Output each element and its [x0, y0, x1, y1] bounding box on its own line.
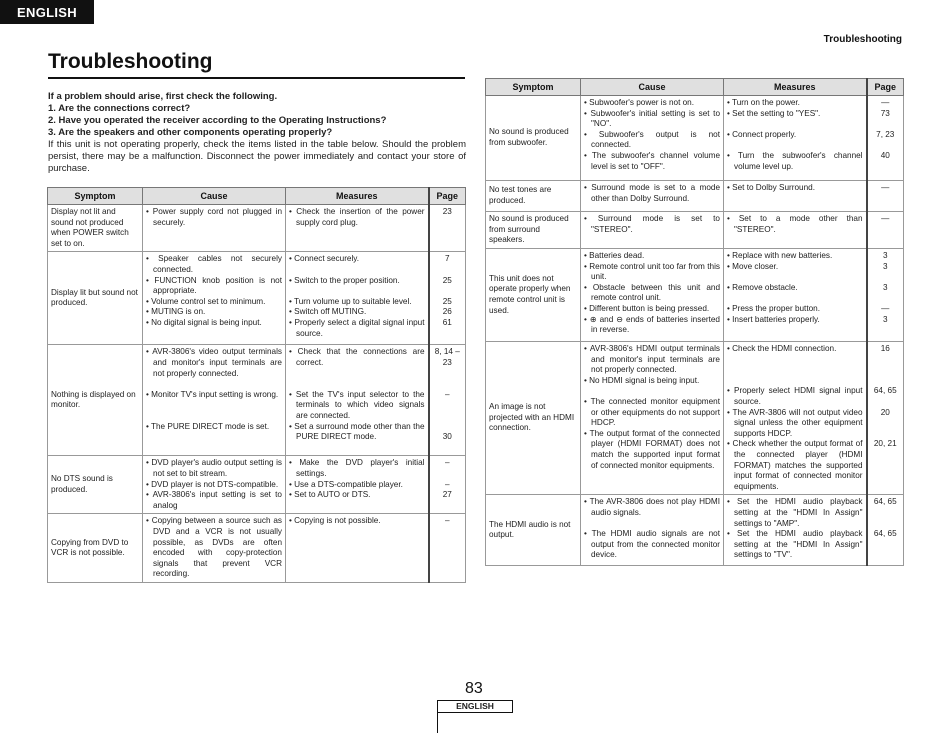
table-row [48, 345, 466, 456]
measure-item: • Connect securely. [289, 254, 360, 264]
cause-item: • Batteries dead. [584, 251, 645, 260]
symptom-cell: Copying from DVD to VCR is not possible. [48, 514, 143, 583]
page-ref: 23 [442, 207, 452, 216]
measure-item: • Turn the subwoofer's channel volume level up. [727, 150, 863, 171]
spacer [433, 368, 463, 379]
spacer [871, 272, 901, 283]
spacer [871, 355, 901, 366]
cause-item: • AVR-3806's HDMI output terminals and monitor's input terminals are not properly connected. [584, 344, 720, 375]
measure-item: • Set the setting to "YES". [727, 108, 821, 118]
page-cell [429, 456, 466, 514]
cause-item: • MUTING is on. [146, 307, 206, 317]
cause-header: Cause [143, 188, 286, 205]
page-ref: 3 [882, 314, 888, 324]
measure-item: • Properly select a digital signal input source. [289, 317, 425, 338]
page-cell [867, 495, 904, 566]
cause-item: • The AVR-3806 does not play HDMI audio signals. [584, 497, 720, 517]
page-ref: 25 [442, 275, 452, 285]
table-row [48, 252, 466, 345]
measure-item: • Copying is not possible. [289, 516, 381, 526]
spacer [871, 397, 901, 408]
page-ref: 64, 65 [873, 529, 897, 539]
measure-item: • The AVR-3806 will not output video signal unless the other equipment supports HDCP. [727, 407, 863, 438]
intro-paragraph: If this unit is not operating properly, check the items listed in the table below. Should the problem persist, there may be a malfunction. Disconnect the power immediately and contact your store of purchase. [48, 139, 466, 174]
cause-item: • Copying between a source such as DVD and a VCR is not usually possible, as DVDs are often encoded with copy-protection signals that prevent VCR recording. [146, 516, 282, 579]
cause-item: • DVD player is not DTS-compatible. [146, 479, 279, 489]
measure-item: • Set the TV's input selector to the terminals to which video signals are connected. [289, 389, 425, 420]
page-number: 83 [465, 680, 483, 697]
cause-cell [143, 205, 286, 252]
cause-item: • The connected monitor equipment or other equipments do not support HDCP. [584, 396, 720, 428]
title-rule [48, 77, 465, 79]
intro-check: 3. Are the speakers and other components operating properly? [48, 127, 333, 138]
spacer [727, 365, 863, 376]
spacer [289, 286, 425, 297]
cause-item: • Obstacle between this unit and remote control unit. [584, 282, 720, 303]
measures-header: Measures [724, 79, 867, 96]
spacer [871, 519, 901, 530]
cause-item: • Subwoofer's power is not on. [584, 98, 695, 107]
cause-item: • Surround mode is set to a mode other than Dolby Surround. [584, 183, 720, 203]
measure-item: • Check the insertion of the power supply cord plug. [289, 207, 425, 227]
spacer [871, 293, 901, 304]
page-cell [429, 205, 466, 252]
section-header: Troubleshooting [823, 34, 902, 45]
spacer [146, 379, 282, 390]
cause-cell [581, 212, 724, 249]
spacer [727, 293, 863, 304]
symptom-cell: No DTS sound is produced. [48, 456, 143, 514]
spacer [433, 379, 463, 390]
page-ref: 3 [882, 261, 888, 271]
cause-header: Cause [581, 79, 724, 96]
measure-item: • Remove obstacle. [727, 282, 798, 292]
cause-item: • Remote control unit too far from this unit. [584, 261, 720, 282]
symptom-cell: Display lit but sound not produced. [48, 252, 143, 345]
page-ref: — [881, 98, 890, 107]
measure-item: • Set the HDMI audio playback setting at the "HDMI In Assign" settings to "TV". [727, 529, 863, 560]
page-ref: 7 [444, 254, 450, 264]
page-ref: 7, 23 [876, 129, 895, 139]
page-cell [867, 96, 904, 181]
page-ref: 20 [880, 407, 890, 417]
cause-item: • The HDMI audio signals are not output from the connected monitor device. [584, 529, 720, 560]
language-tab: ENGLISH [0, 0, 94, 24]
spacer [584, 519, 720, 530]
measure-item: • Set to Dolby Surround. [727, 183, 815, 192]
table-row [486, 181, 904, 212]
spacer [871, 140, 901, 151]
page-ref: 26 [442, 307, 452, 317]
measures-cell [724, 181, 867, 212]
page-ref: 64, 65 [873, 386, 897, 396]
spacer [871, 508, 901, 519]
spacer [433, 421, 463, 432]
table-row [486, 495, 904, 566]
spacer [727, 272, 863, 283]
measure-item: • Connect properly. [727, 129, 797, 139]
spacer [727, 119, 863, 130]
measure-item: • Set to AUTO or DTS. [289, 490, 371, 500]
cause-item: • FUNCTION knob position is not appropriate. [146, 275, 282, 296]
cause-cell [581, 96, 724, 181]
measures-cell [724, 212, 867, 249]
spacer [289, 379, 425, 390]
page-title: Troubleshooting [48, 50, 213, 73]
symptom-cell: No test tones are produced. [486, 181, 581, 212]
table-row [48, 514, 466, 583]
table-header-row [48, 188, 466, 205]
spacer [433, 265, 463, 276]
table-row [486, 212, 904, 249]
right-troubleshooting-table [485, 78, 904, 566]
page-ref: – [444, 516, 450, 526]
symptom-cell: An image is not projected with an HDMI connection. [486, 342, 581, 495]
cause-item: • Monitor TV's input setting is wrong. [146, 389, 279, 399]
symptom-header: Symptom [486, 79, 581, 96]
page-ref: — [881, 303, 890, 313]
measure-item: • Move closer. [727, 261, 779, 271]
measures-cell [724, 495, 867, 566]
page-ref: 61 [442, 317, 452, 327]
page-cell [867, 249, 904, 342]
cause-item: • The output format of the connected player (HDMI FORMAT) does not match the supported input format of connected monitor equipments. [584, 428, 720, 470]
cause-item: • ⊕ and ⊖ ends of batteries inserted in reverse. [584, 314, 720, 335]
cause-cell [143, 252, 286, 345]
symptom-cell: The HDMI audio is not output. [486, 495, 581, 566]
page-ref: 16 [880, 344, 890, 353]
page-ref: 64, 65 [873, 497, 897, 507]
measure-item: • Turn volume up to suitable level. [289, 296, 412, 306]
measure-item: • Press the proper button. [727, 303, 820, 313]
spacer [871, 376, 901, 387]
cause-item: • AVR-3806's input setting is set to analog [146, 490, 282, 510]
page-ref: — [881, 214, 890, 223]
spacer [871, 429, 901, 440]
cause-item: • Power supply cord not plugged in securely. [146, 207, 282, 227]
page-cell [867, 342, 904, 495]
cause-item: • AVR-3806's video output terminals and monitor's input terminals are not properly connected. [146, 347, 282, 378]
measure-item: • Make the DVD player's initial settings. [289, 458, 425, 478]
spacer [146, 411, 282, 422]
page-cell [429, 514, 466, 583]
measure-item: • Set a surround mode other than the PURE DIRECT mode. [289, 421, 425, 442]
cause-item: • Subwoofer's output is not connected. [584, 129, 720, 150]
measure-item: • Turn on the power. [727, 98, 800, 107]
cause-item: • Surround mode is set to "STEREO". [584, 214, 720, 234]
spacer [146, 400, 282, 411]
cause-cell [581, 342, 724, 495]
measure-item: • Set to a mode other than "STEREO". [727, 214, 863, 234]
table-header-row [486, 79, 904, 96]
measures-cell [286, 456, 429, 514]
footer-language-label: ENGLISH [437, 700, 513, 713]
table-row [48, 205, 466, 252]
spacer [433, 286, 463, 297]
page-cell [429, 252, 466, 345]
intro-section [48, 91, 466, 175]
cause-cell [581, 181, 724, 212]
measure-item: • Properly select HDMI signal input source. [727, 386, 863, 406]
cause-cell [143, 514, 286, 583]
symptom-cell: Display not lit and sound not produced when POWER switch set to on. [48, 205, 143, 252]
cause-item: • Different button is being pressed. [584, 303, 710, 313]
intro-check: 1. Are the connections correct? [48, 103, 191, 114]
symptom-cell: Nothing is displayed on monitor. [48, 345, 143, 456]
page-ref: — [881, 183, 890, 192]
spacer [871, 418, 901, 429]
measures-header: Measures [286, 188, 429, 205]
spacer [727, 355, 863, 366]
measure-item: • Check whether the output format of the connected player (HDMI FORMAT) matches the supported input format of connected monitor equipments. [727, 439, 863, 491]
page-header: Page [429, 188, 466, 205]
cause-cell [143, 345, 286, 456]
page-cell [867, 212, 904, 249]
page-ref: 40 [880, 150, 890, 160]
measure-item: • Replace with new batteries. [727, 251, 833, 260]
measure-item: • Insert batteries properly. [727, 314, 820, 324]
table-row [48, 456, 466, 514]
spacer [871, 119, 901, 130]
spacer [289, 265, 425, 276]
measures-cell [724, 249, 867, 342]
measure-item: • Check that the connections are correct. [289, 347, 425, 367]
cause-item: • The subwoofer's channel volume level is set to "OFF". [584, 150, 720, 171]
measure-item: • Use a DTS-compatible player. [289, 479, 403, 489]
cause-item: • No HDMI signal is being input. [584, 375, 700, 385]
spacer [727, 140, 863, 151]
symptom-cell: No sound is produced from subwoofer. [486, 96, 581, 181]
measures-cell [724, 342, 867, 495]
page-ref: – [444, 479, 450, 489]
cause-cell [143, 456, 286, 514]
page-ref: 3 [882, 251, 888, 260]
spacer [584, 386, 720, 397]
page-ref: – [444, 458, 450, 468]
measures-cell [286, 252, 429, 345]
measures-cell [286, 205, 429, 252]
symptom-header: Symptom [48, 188, 143, 205]
measure-item: • Switch off MUTING. [289, 307, 367, 317]
page-ref: 8, 14 – 23 [434, 347, 460, 367]
page-ref: 27 [442, 490, 452, 500]
page-cell [429, 345, 466, 456]
cause-item: • No digital signal is being input. [146, 317, 262, 327]
spacer [433, 469, 463, 480]
cause-cell [581, 495, 724, 566]
measure-item: • Set the HDMI audio playback setting at the "HDMI In Assign" settings to "AMP". [727, 497, 863, 528]
cause-item: • DVD player's audio output setting is not set to bit stream. [146, 458, 282, 478]
cause-item: • Subwoofer's initial setting is set to "NO". [584, 108, 720, 129]
table-row [486, 96, 904, 181]
page-header: Page [867, 79, 904, 96]
cause-item: • The PURE DIRECT mode is set. [146, 421, 270, 431]
spacer [433, 411, 463, 422]
spacer [871, 365, 901, 376]
measure-item: • Switch to the proper position. [289, 275, 400, 285]
measures-cell [286, 345, 429, 456]
spacer [433, 400, 463, 411]
page-ref: 25 [442, 296, 452, 306]
measure-item: • Check the HDMI connection. [727, 344, 837, 353]
cause-item: • Speaker cables not securely connected. [146, 254, 282, 274]
table-row [486, 249, 904, 342]
left-troubleshooting-table [47, 187, 466, 583]
symptom-cell: No sound is produced from surround speakers. [486, 212, 581, 249]
table-row [486, 342, 904, 495]
cause-cell [581, 249, 724, 342]
symptom-cell: This unit does not operate properly when remote control unit is used. [486, 249, 581, 342]
spacer [289, 369, 425, 380]
page-ref: – [444, 389, 450, 399]
spacer [727, 376, 863, 387]
page-ref: 3 [882, 282, 888, 292]
page-cell [867, 181, 904, 212]
page-ref: 30 [442, 431, 452, 441]
page-ref: 73 [880, 108, 890, 118]
measures-cell [724, 96, 867, 181]
cause-item: • Volume control set to minimum. [146, 296, 266, 306]
intro-lead: If a problem should arise, first check the following. [48, 91, 278, 102]
page-ref: 20, 21 [873, 439, 897, 449]
measures-cell [286, 514, 429, 583]
intro-check: 2. Have you operated the receiver according to the Operating Instructions? [48, 115, 387, 126]
footer-divider [437, 712, 438, 733]
